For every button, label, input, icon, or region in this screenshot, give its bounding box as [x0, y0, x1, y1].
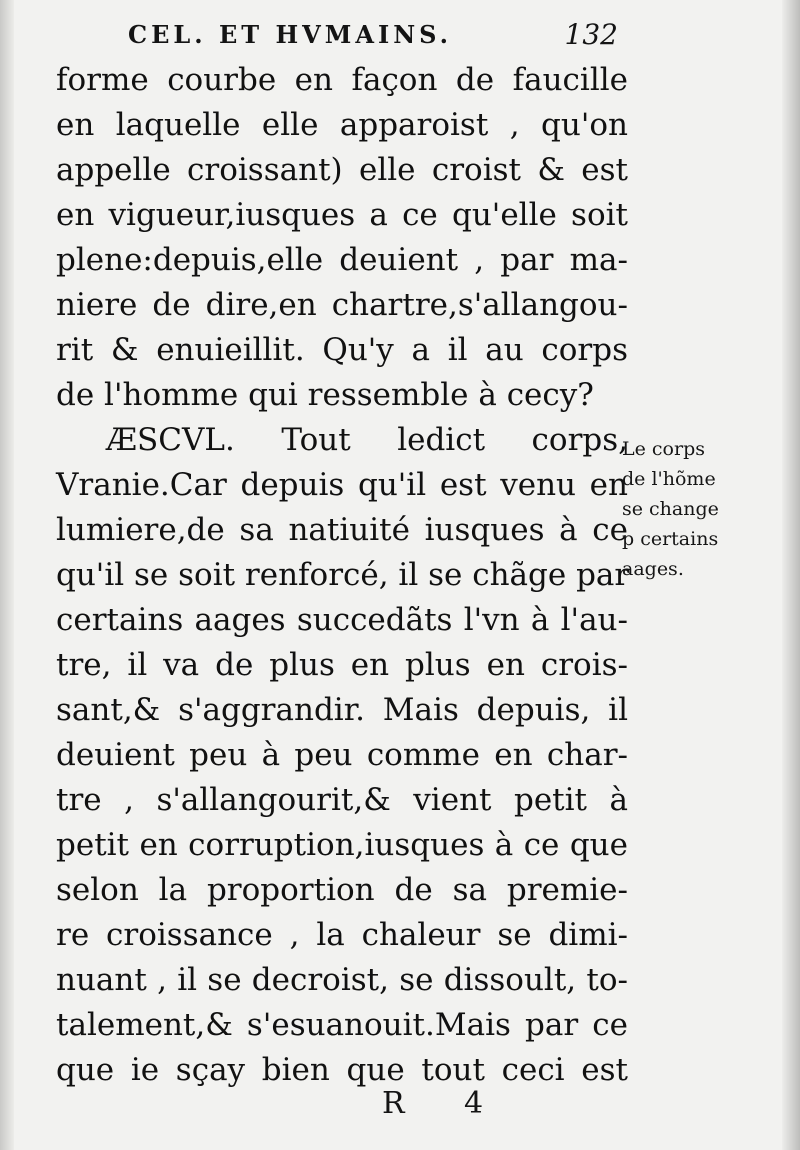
text-line: lumiere,de sa natiuité iusques à ce	[56, 512, 628, 548]
text-line: selon la proportion de sa premie-	[56, 872, 628, 908]
signature-number: 4	[464, 1086, 484, 1121]
text-line: rit & enuieillit. Qu'y a il au corps	[56, 332, 628, 368]
text-line: sant,& s'aggrandir. Mais depuis, il	[56, 692, 628, 728]
body-text	[56, 58, 628, 1093]
text-line: certains aages succedãts l'vn à l'au-	[56, 602, 628, 638]
text-line: Vranie.Car depuis qu'il est venu en	[56, 467, 628, 503]
running-title: CEL. ET HVMAINS.	[128, 20, 452, 49]
text-line: re croissance , la chaleur se dimi-	[56, 917, 628, 953]
text-line: de l'homme qui ressemble à cecy?	[56, 377, 594, 413]
signature-letter: R	[382, 1086, 405, 1121]
marginal-note-line: Le corps	[622, 438, 705, 460]
marginal-note-line: de l'hõme	[622, 468, 716, 490]
text-line: talement,& s'esuanouit.Mais par ce	[56, 1007, 628, 1043]
marginal-note-line: p certains	[622, 528, 719, 550]
text-line: qu'il se soit renforcé, il se chãge par	[56, 557, 630, 593]
marginal-note	[622, 434, 774, 584]
text-line: tre, il va de plus en plus en crois-	[56, 647, 628, 683]
text-line: en laquelle elle apparoist , qu'on	[56, 107, 628, 143]
marginal-note-line: se change	[622, 498, 719, 520]
page-number: 132	[564, 18, 618, 51]
signature-mark	[380, 1086, 500, 1126]
text-line: plene:depuis,elle deuient , par ma-	[56, 242, 628, 278]
text-line: en vigueur,iusques a ce qu'elle soit	[56, 197, 628, 233]
text-line: tre , s'allangourit,& vient petit à	[56, 782, 628, 818]
running-head	[128, 18, 618, 52]
text-line: forme courbe en façon de faucille	[56, 62, 628, 98]
paragraph-start-line: ÆSCVL. Tout ledict corps,	[106, 422, 628, 458]
text-line: que ie sçay bien que tout ceci est	[56, 1052, 628, 1088]
text-line: deuient peu à peu comme en char-	[56, 737, 628, 773]
marginal-note-line: aages.	[622, 558, 684, 580]
text-line: petit en corruption,iusques à ce que	[56, 827, 628, 863]
text-line: niere de dire,en chartre,s'allangou-	[56, 287, 628, 323]
text-line: appelle croissant) elle croist & est	[56, 152, 628, 188]
text-line: nuant , il se decroist, se dissoult, to-	[56, 962, 628, 998]
